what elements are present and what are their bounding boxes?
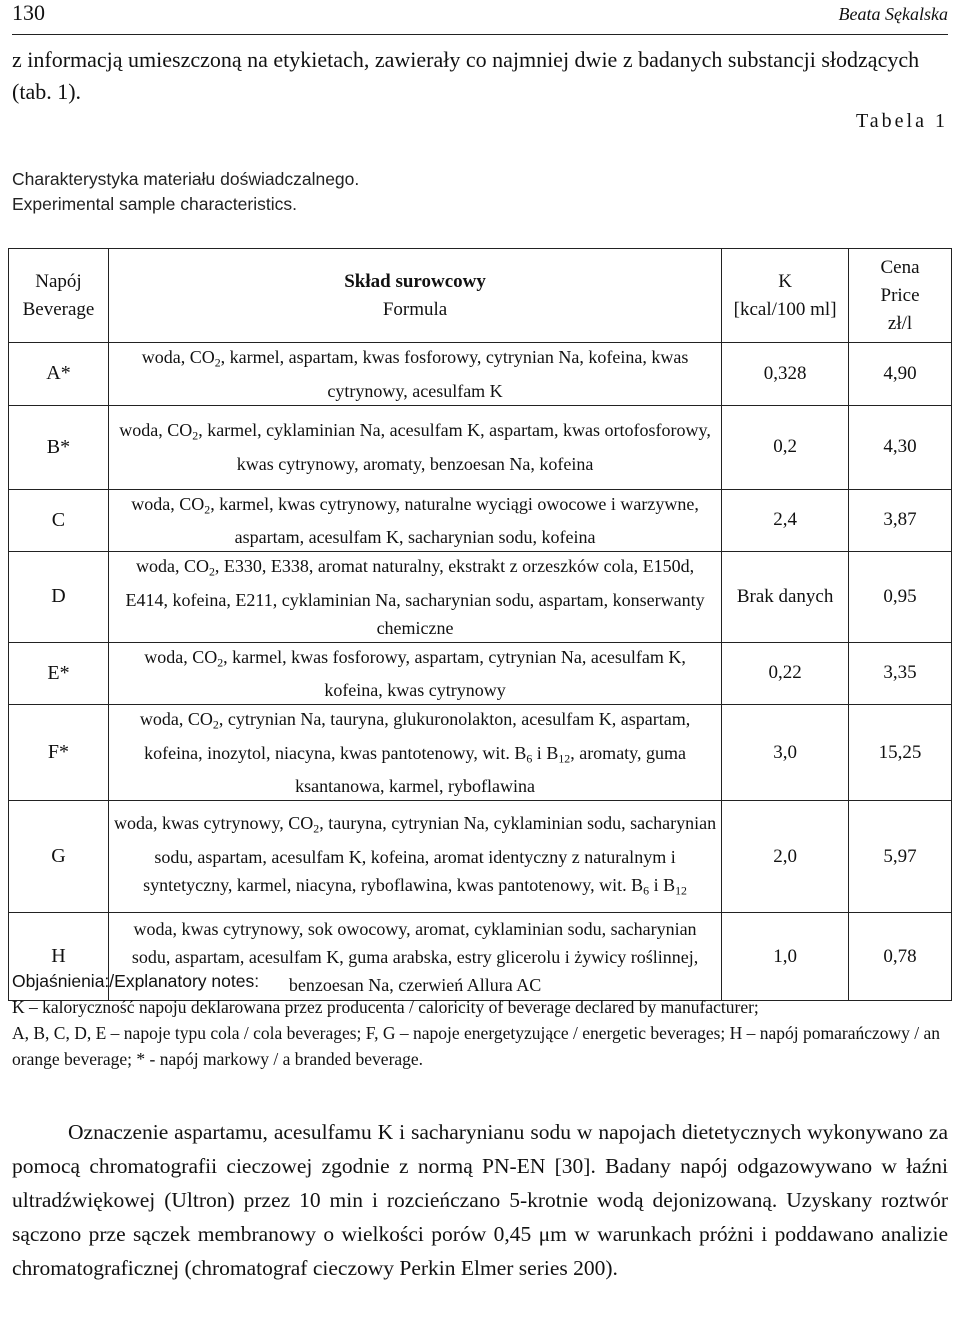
header-price-unit: zł/l — [887, 312, 913, 334]
header-formula-pl: Skład surowcowy — [344, 270, 486, 292]
formula-cell: woda, $CO_2$, cytrynian Na, tauryna, glukuronolakton, acesulfam K, aspartam, kofeina, inozytol, niacyna, kwas pantotenowy, wit. $B_6$ i $B_{12}$, aromaty, guma ksantanowa, karmel, ryboflawina — [108, 705, 721, 801]
price-cell: 3,35 — [849, 642, 952, 705]
table-notes — [12, 968, 948, 1072]
price-cell: 5,97 — [849, 801, 952, 913]
formula-cell: woda, $CO_2$, karmel, cyklaminian Na, acesulfam K, aspartam, kwas ortofosforowy, kwas cytrynowy, aromaty, benzoesan Na, kofeina — [108, 405, 721, 489]
beverage-cell: F* — [9, 705, 109, 801]
table-row — [9, 343, 952, 406]
formula-cell: woda, kwas cytrynowy, $CO_2$, tauryna, cytrynian Na, cyklaminian sodu, sacharynian sodu, aspartam, acesulfam K, kofeina, aromat identyczny z naturalnym i syntetyczny, karmel, niacyna, ryboflawina, kwas pantotenowy, wit. $B_6$ i $B_{12}$ — [108, 801, 721, 913]
header-rule — [12, 34, 948, 35]
k-cell: 3,0 — [722, 705, 849, 801]
caption-pl: Charakterystyka materiału doświadczalnego. — [12, 169, 360, 189]
table-row — [9, 405, 952, 489]
header-formula-en: Formula — [382, 298, 448, 320]
header-k-unit: [kcal/100 ml] — [733, 298, 837, 320]
header-beverage — [9, 249, 109, 343]
header-formula — [108, 249, 721, 343]
formula-cell: woda, $CO_2$, karmel, kwas cytrynowy, naturalne wyciągi owocowe i warzywne, aspartam, acesulfam K, sacharynian sodu, kofeina — [108, 489, 721, 552]
formula-cell: woda, $CO_2$, karmel, kwas fosforowy, aspartam, cytrynian Na, acesulfam K, kofeina, kwas cytrynowy — [108, 642, 721, 705]
price-cell: 0,95 — [849, 552, 952, 643]
beverage-cell: H — [9, 913, 109, 1001]
header-price — [849, 249, 952, 343]
formula-cell: woda, $CO_2$, karmel, aspartam, kwas fosforowy, cytrynian Na, kofeina, kwas cytrynowy, acesulfam K — [108, 343, 721, 406]
price-cell: 3,87 — [849, 489, 952, 552]
notes-line-k: K – kaloryczność napoju deklarowana przez producenta / caloricity of beverage declared by manufacturer; — [12, 997, 759, 1017]
running-header — [12, 0, 948, 36]
body-paragraph — [12, 1115, 948, 1285]
k-cell: 1,0 — [722, 913, 849, 1001]
caption-en: Experimental sample characteristics. — [12, 194, 297, 214]
table-row — [9, 705, 952, 801]
page-number: 130 — [12, 0, 45, 25]
intro-paragraph: z informacją umieszczoną na etykietach, zawierały co najmniej dwie z badanych substancji słodzących (tab. 1). — [12, 47, 920, 104]
price-cell: 4,30 — [849, 405, 952, 489]
table-row — [9, 489, 952, 552]
beverage-cell: G — [9, 801, 109, 913]
table-row — [9, 552, 952, 643]
header-k-label: K — [778, 270, 792, 292]
k-cell: 0,328 — [722, 343, 849, 406]
sample-table — [8, 248, 952, 1001]
k-cell: 0,22 — [722, 642, 849, 705]
body-text: Oznaczenie aspartamu, acesulfamu K i sacharynianu sodu w napojach dietetycznych wykonywano za pomocą chromatografii cieczowej zgodnie z normą PN-EN [30]. Badany napój odgazowywano w łaźni ultradźwiękowej (Ultron) przez 10 min i rozcieńczano 5-krotnie wodą dejonizowaną. Uzyskany roztwór sączono prze sączek membranowy o wielkości porów 0,45 μm w warunkach próżni i poddawano analizie chromatograficznej (chromatograf cieczowy Perkin Elmer series 200). — [12, 1120, 948, 1280]
beverage-cell: E* — [9, 642, 109, 705]
header-k — [722, 249, 849, 343]
table-row — [9, 801, 952, 913]
k-cell: Brak danych — [722, 552, 849, 643]
notes-line-types: A, B, C, D, E – napoje typu cola / cola beverages; F, G – napoje energetyzujące / energetic beverages; H – napój pomarańczowy / an orange beverage; * - napój markowy / a branded beverage. — [12, 1023, 941, 1069]
table-header-row — [9, 249, 952, 343]
header-beverage-en: Beverage — [22, 298, 95, 320]
table-label: Tabela 1 — [855, 110, 948, 132]
k-cell: 2,4 — [722, 489, 849, 552]
beverage-cell: A* — [9, 343, 109, 406]
k-cell: 2,0 — [722, 801, 849, 913]
table-row — [9, 642, 952, 705]
price-cell: 15,25 — [849, 705, 952, 801]
table-caption — [12, 167, 359, 217]
header-beverage-pl: Napój — [35, 270, 82, 292]
price-cell: 4,90 — [849, 343, 952, 406]
beverage-cell: D — [9, 552, 109, 643]
running-author: Beata Sękalska — [838, 4, 948, 24]
beverage-cell: B* — [9, 405, 109, 489]
price-cell: 0,78 — [849, 913, 952, 1001]
notes-heading: Objaśnienia:/Explanatory notes: — [12, 971, 260, 991]
formula-cell: woda, kwas cytrynowy, sok owocowy, aromat, cyklaminian sodu, sacharynian sodu, aspartam, acesulfam K, guma arabska, estry glicerolu i żywicy roślinnej, benzoesan Na, czerwień Allura AC — [108, 913, 721, 1001]
formula-cell: woda, $CO_2$, E330, E338, aromat naturalny, ekstrakt z orzeszków cola, E150d, E414, kofeina, E211, cyklaminian Na, sacharynian sodu, aspartam, konserwanty chemiczne — [108, 552, 721, 643]
header-price-en: Price — [880, 284, 920, 306]
header-price-pl: Cena — [880, 256, 920, 278]
beverage-cell: C — [9, 489, 109, 552]
k-cell: 0,2 — [722, 405, 849, 489]
